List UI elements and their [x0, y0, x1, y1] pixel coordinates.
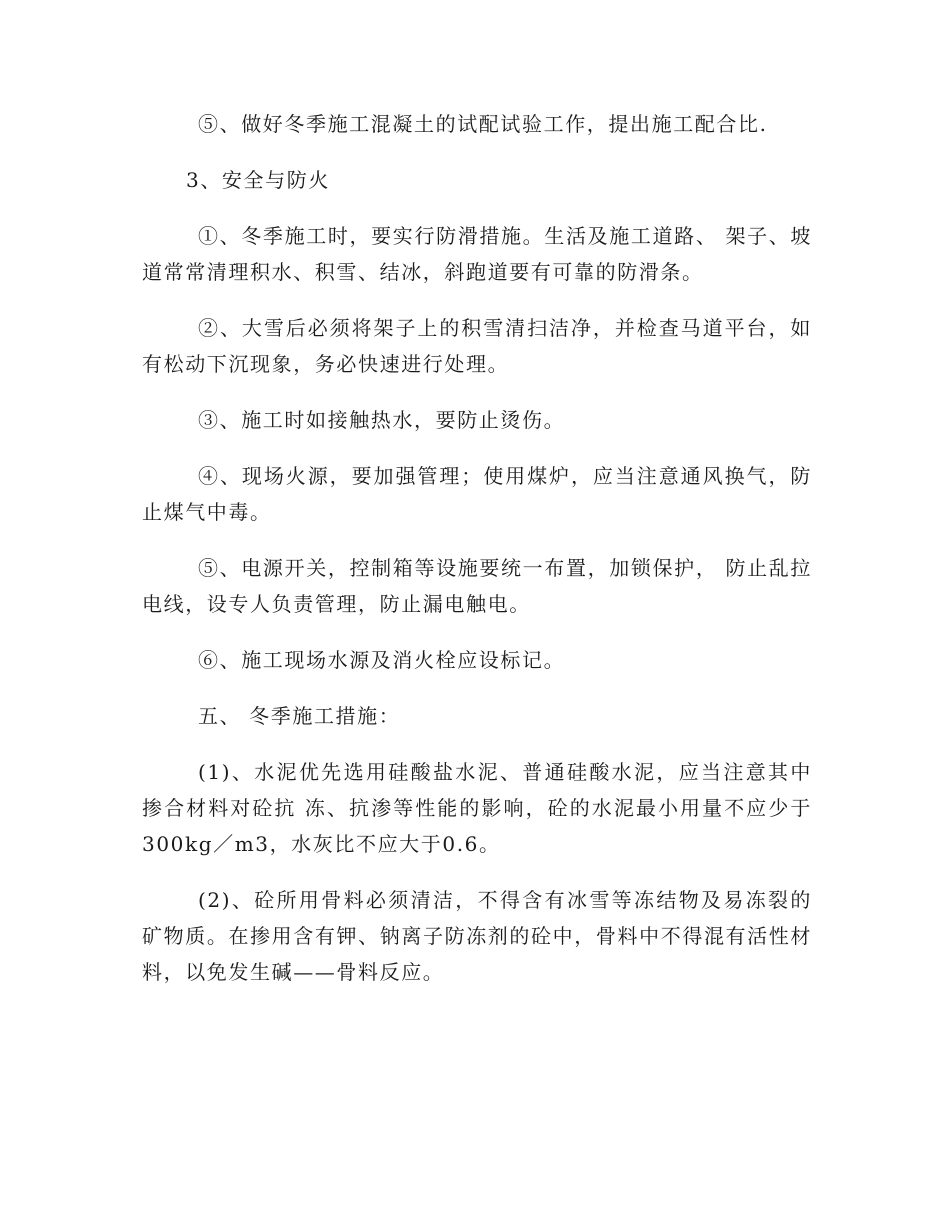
document-body	[142, 106, 812, 1010]
paragraph-cement-selection: (1)、水泥优先选用硅酸盐水泥、普通硅酸水泥，应当注意其中掺合材料对砼抗 冻、抗渗等性能的影响，砼的水泥最小用量不应少于 300kg／m3，水灰比不应大于0.6。	[142, 760, 812, 856]
paragraph-hot-water: ③、施工时如接触热水，要防止烫伤。	[198, 408, 566, 432]
paragraph-anti-slip: ①、冬季施工时，要实行防滑措施。生活及施工道路、 架子、坡道常常清理积水、积雪、结冰，斜跑道要有可靠的防滑条。	[142, 224, 812, 284]
paragraph-fire-source: ④、现场火源，要加强管理；使用煤炉，应当注意通风换气，防止煤气中毒。	[142, 464, 812, 524]
section-heading-winter-measures: 五、 冬季施工措施：	[198, 704, 401, 728]
paragraph-concrete-trial-mix: ⑤、做好冬季施工混凝土的试配试验工作，提出施工配合比.	[198, 112, 768, 136]
section-heading-safety-fire: 3、安全与防火	[186, 168, 330, 192]
paragraph-hydrant-marking: ⑥、施工现场水源及消火栓应设标记。	[198, 648, 566, 672]
paragraph-snow-clearing: ②、大雪后必须将架子上的积雪清扫洁净，并检查马道平台，如有松动下沉现象，务必快速进行处理。	[142, 316, 812, 376]
paragraph-aggregate: (2)、砼所用骨料必须清洁，不得含有冰雪等冻结物及易冻裂的矿物质。在掺用含有钾、钠离子防冻剂的砼中，骨料中不得混有活性材料，以免发生碱——骨料反应。	[142, 888, 812, 984]
paragraph-power-switch: ⑤、电源开关，控制箱等设施要统一布置，加锁保护， 防止乱拉电线，设专人负责管理，防止漏电触电。	[142, 556, 812, 616]
